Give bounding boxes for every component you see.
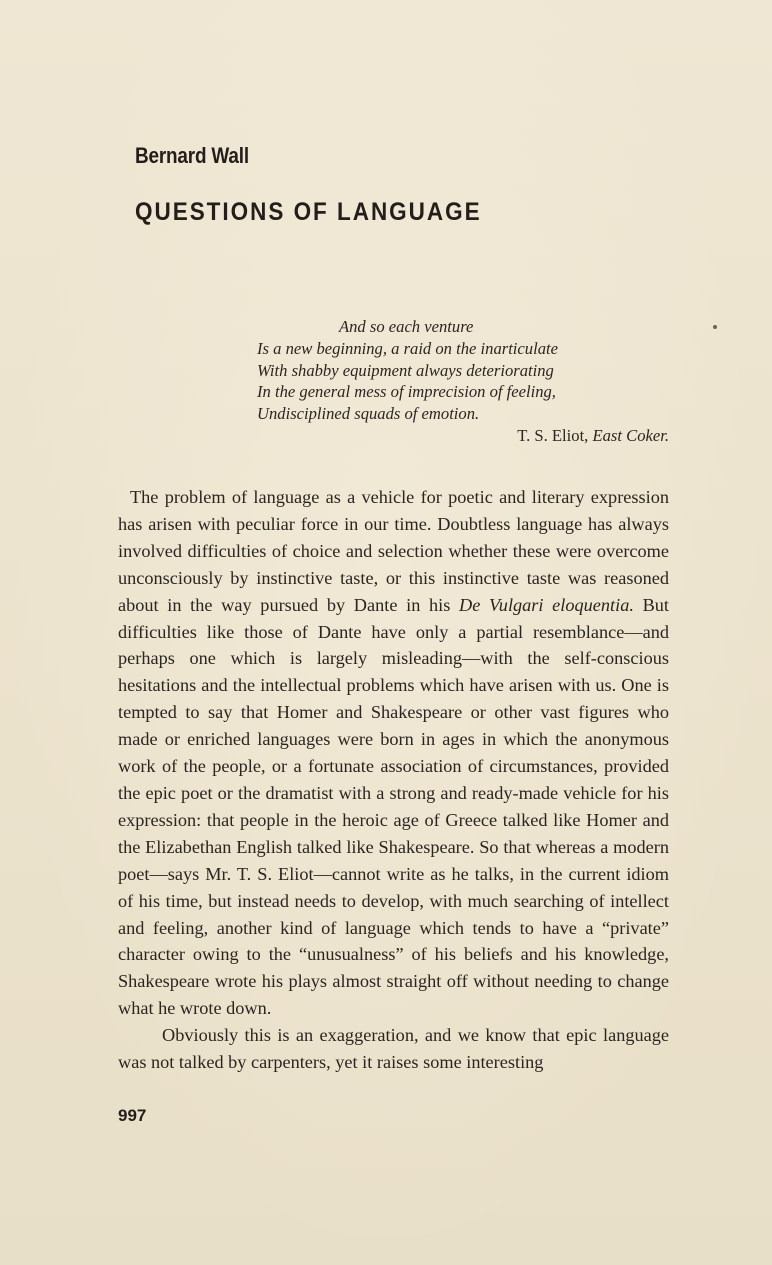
paragraph-text: But difficulties like those of Dante have only a partial resemblance—and perhaps one which is largely misleading—with the self-conscious hesitations and the intellectual problems which have arisen with us. One is tempted to say that Homer and Shakespeare or other vast figures who made or enriched languages were born in ages in which the anonymous work of the people, or a fortunate association of circumstances, provided the epic poet or the dramatist with a strong and ready-made vehicle for his expression: that people in the heroic age of Greece talked like Homer and the Elizabethan English talked like Shakespeare. So that whereas a modern poet—says Mr. T. S. Eliot—cannot write as he talks, in the current idiom of his time, but instead needs to develop, with much searching of intellect and feeling, another kind of language which tends to have a “private” character owing to the “unusualness” of his beliefs and his knowledge, Shakespeare wrote his plays almost straight off without needing to change what he wrote down. (118, 594, 670, 1019)
article-body (118, 484, 669, 1076)
epigraph-attribution (257, 425, 669, 447)
epigraph-line: And so each venture (339, 317, 474, 336)
body-paragraph (118, 484, 669, 1022)
page-number: 997 (118, 1106, 147, 1125)
epigraph-line: Is a new beginning, a raid on the inarticulate (257, 338, 558, 358)
epigraph-attribution-author: T. S. Eliot, (517, 425, 589, 445)
epigraph-line: In the general mess of imprecision of feeling, (257, 382, 556, 402)
article-title: QUESTIONS OF LANGUAGE (135, 198, 482, 226)
paragraph-text: The problem of language as a vehicle for poetic and literary expression has arisen with peculiar force in our time. Doubtless language has always involved difficulties of choice and selection whether these were overcome unconsciously by instinctive taste, or this instinctive taste was reasoned about in the way pursued by Dante in his (118, 487, 669, 615)
cited-work-title: De Vulgari eloquentia. (459, 594, 634, 615)
epigraph-line: Undisciplined squads of emotion. (257, 404, 480, 424)
article-author: Bernard Wall (135, 143, 249, 168)
epigraph (257, 316, 669, 447)
page-speck (713, 325, 717, 329)
epigraph-attribution-work: East Coker. (592, 425, 669, 445)
body-paragraph: Obviously this is an exaggeration, and we know that epic language was not talked by carpenters, yet it raises some interesting (118, 1025, 669, 1073)
epigraph-line: With shabby equipment always deteriorating (257, 360, 554, 380)
